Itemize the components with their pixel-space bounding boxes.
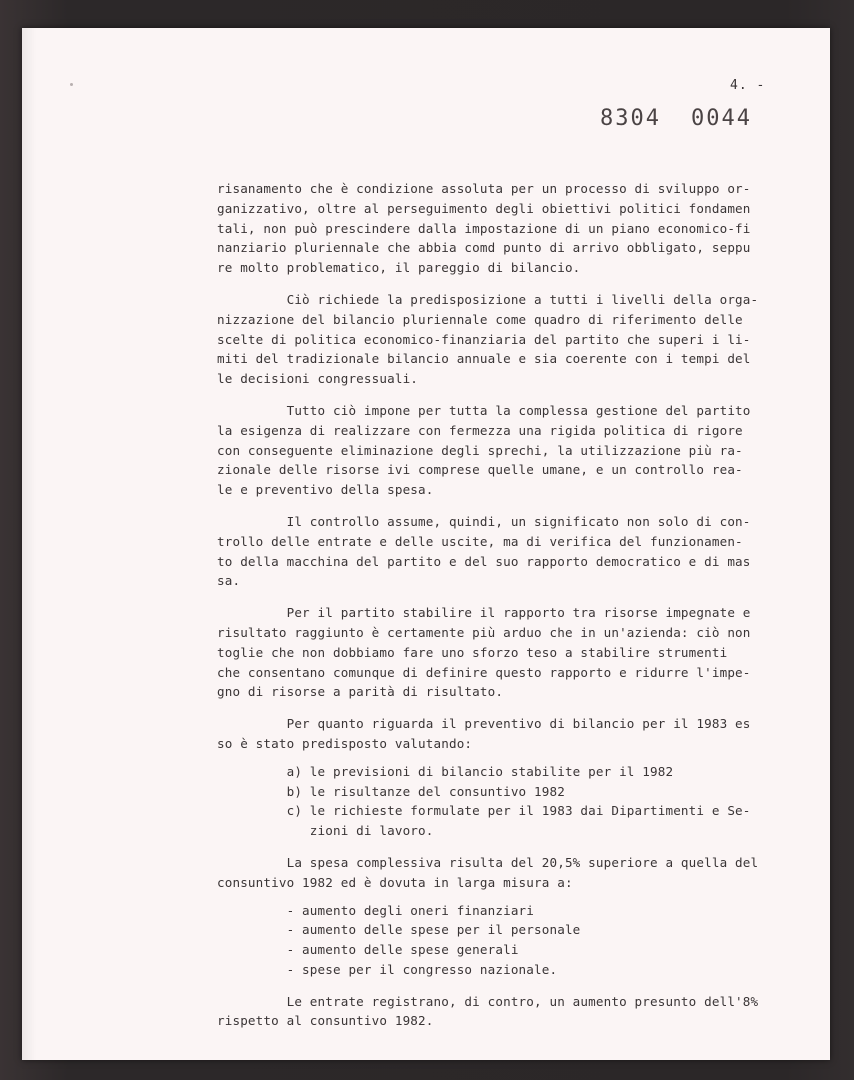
list-item: - aumento delle spese per il personale bbox=[217, 922, 581, 938]
paragraph-6 bbox=[217, 714, 777, 754]
text-line: so è stato predisposto valutando: bbox=[217, 735, 473, 751]
paragraph-4 bbox=[217, 512, 777, 591]
text-line: le decisioni congressuali. bbox=[217, 371, 419, 387]
text-line: La spesa complessiva risulta del 20,5% superiore a quella del bbox=[217, 854, 759, 870]
text-line: miti del tradizionale bilancio annuale e sia coerente con i tempi del bbox=[217, 351, 751, 367]
text-line: sa. bbox=[217, 573, 241, 589]
list-item: b) le risultanze del consuntivo 1982 bbox=[217, 783, 565, 799]
document-code bbox=[600, 106, 752, 131]
dash-list bbox=[217, 901, 777, 980]
text-line: zionale delle risorse ivi comprese quelle umane, e un controllo rea- bbox=[217, 462, 743, 478]
paragraph-1 bbox=[217, 179, 777, 278]
paragraph-7 bbox=[217, 853, 777, 893]
document-code-part1: 8304 bbox=[600, 106, 661, 131]
text-line: consuntivo 1982 ed è dovuta in larga misura a: bbox=[217, 874, 573, 890]
document-body bbox=[217, 179, 777, 1031]
text-line: Tutto ciò impone per tutta la complessa gestione del partito bbox=[217, 402, 751, 418]
text-line: con conseguente eliminazione degli sprechi, la utilizzazione più ra- bbox=[217, 442, 743, 458]
text-line: risultato raggiunto è certamente più arduo che in un'azienda: ciò non bbox=[217, 624, 751, 640]
text-line: rispetto al consuntivo 1982. bbox=[217, 1013, 434, 1029]
text-line: gno di risorse a parità di risultato. bbox=[217, 684, 504, 700]
text-line: la esigenza di realizzare con fermezza una rigida politica di rigore bbox=[217, 422, 743, 438]
paragraph-2 bbox=[217, 290, 777, 389]
text-line: Ciò richiede la predisposizione a tutti i livelli della orga- bbox=[217, 291, 759, 307]
page-edge-shadow bbox=[22, 28, 36, 1060]
text-line: Il controllo assume, quindi, un significato non solo di con- bbox=[217, 513, 751, 529]
text-line: to della macchina del partito e del suo rapporto democratico e di mas bbox=[217, 553, 751, 569]
text-line: nizzazione del bilancio pluriennale come quadro di riferimento delle bbox=[217, 311, 743, 327]
list-item: - aumento delle spese generali bbox=[217, 942, 519, 958]
page-number: 4. - bbox=[730, 78, 766, 93]
text-line: ganizzativo, oltre al perseguimento degli obiettivi politici fondamen bbox=[217, 200, 751, 216]
text-line: scelte di politica economico-finanziaria del partito che superi i li- bbox=[217, 331, 751, 347]
text-line: che consentano comunque di definire questo rapporto e ridurre l'impe- bbox=[217, 664, 751, 680]
text-line: toglie che non dobbiamo fare uno sforzo teso a stabilire strumenti bbox=[217, 644, 728, 660]
text-line: Per il partito stabilire il rapporto tra risorse impegnate e bbox=[217, 605, 751, 621]
text-line: Per quanto riguarda il preventivo di bilancio per il 1983 es bbox=[217, 716, 751, 732]
text-line: trollo delle entrate e delle uscite, ma di verifica del funzionamen- bbox=[217, 533, 743, 549]
list-item: a) le previsioni di bilancio stabilite per il 1982 bbox=[217, 763, 674, 779]
list-item: - spese per il congresso nazionale. bbox=[217, 961, 558, 977]
text-line: nanziario pluriennale che abbia comd punto di arrivo obbligato, seppu bbox=[217, 240, 751, 256]
list-item: - aumento degli oneri finanziari bbox=[217, 902, 535, 918]
lettered-list bbox=[217, 762, 777, 841]
text-line: risanamento che è condizione assoluta per un processo di sviluppo or- bbox=[217, 181, 751, 196]
list-item: zioni di lavoro. bbox=[217, 823, 434, 839]
paper-speck bbox=[70, 83, 73, 86]
text-line: re molto problematico, il pareggio di bilancio. bbox=[217, 260, 581, 276]
document-code-part2: 0044 bbox=[690, 106, 752, 131]
paragraph-5 bbox=[217, 603, 777, 702]
text-line: tali, non può prescindere dalla impostazione di un piano economico-fi bbox=[217, 220, 751, 236]
paragraph-3 bbox=[217, 401, 777, 500]
list-item: c) le richieste formulate per il 1983 dai Dipartimenti e Se- bbox=[217, 803, 751, 819]
paragraph-8 bbox=[217, 992, 777, 1032]
text-line: Le entrate registrano, di contro, un aumento presunto dell'8% bbox=[217, 993, 759, 1009]
text-line: le e preventivo della spesa. bbox=[217, 482, 434, 498]
document-page bbox=[22, 28, 830, 1060]
